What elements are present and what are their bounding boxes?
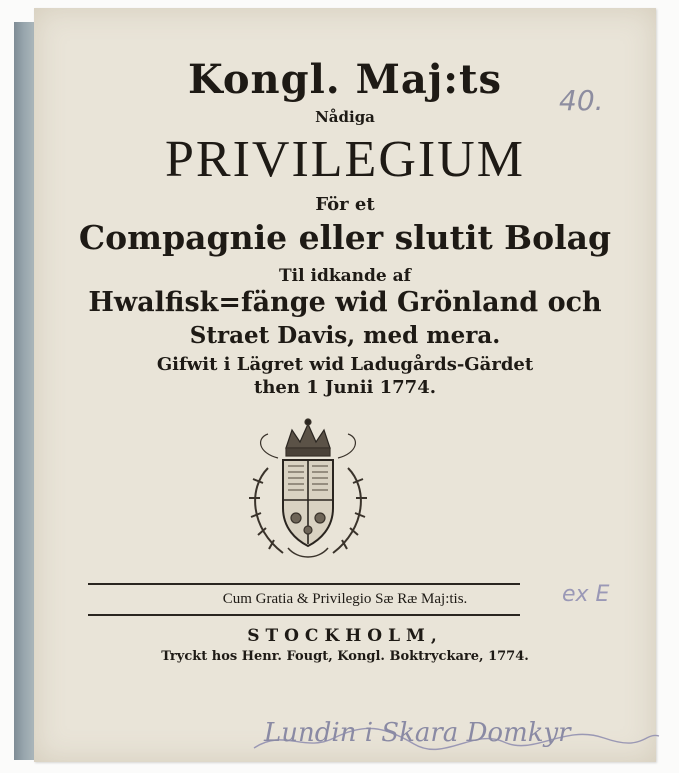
title-line-gifwit: Gifwit i Lägret wid Ladugårds-Gärdet bbox=[156, 354, 534, 375]
imprint-printer: Tryckt hos Henr. Fougt, Kongl. Boktryckare, 1774. bbox=[161, 649, 529, 664]
imprint-city: STOCKHOLM, bbox=[247, 626, 443, 646]
title-line-nadiga: Nådiga bbox=[315, 108, 375, 126]
title-line-for-et: För et bbox=[315, 194, 375, 215]
coat-of-arms-icon bbox=[228, 408, 388, 568]
pencil-ex-annotation: ex E bbox=[562, 582, 610, 607]
title-line-kongl: Kongl. Maj:ts bbox=[187, 56, 503, 103]
title-line-compagnie: Compagnie eller slutit Bolag bbox=[78, 218, 612, 257]
title-line-straet-davis: Straet Davis, med mera. bbox=[189, 322, 501, 349]
rule-top bbox=[88, 583, 520, 585]
rule-bottom bbox=[88, 614, 520, 616]
cum-gratia-line: Cum Gratia & Privilegio Sæ Ræ Maj:tis. bbox=[222, 591, 468, 607]
title-page bbox=[34, 8, 656, 762]
title-line-privilegium: PRIVILEGIUM bbox=[165, 131, 525, 188]
handwritten-signature: Lundin i Skara Domkyr bbox=[264, 718, 571, 748]
binding-spine bbox=[14, 22, 36, 760]
title-line-til-idkande: Til idkande af bbox=[279, 266, 411, 286]
title-line-date: then 1 Junii 1774. bbox=[254, 377, 436, 398]
title-line-hwalfisk: Hwalfisk=fänge wid Grönland och bbox=[88, 287, 602, 318]
pencil-number-annotation: 40. bbox=[559, 84, 604, 117]
